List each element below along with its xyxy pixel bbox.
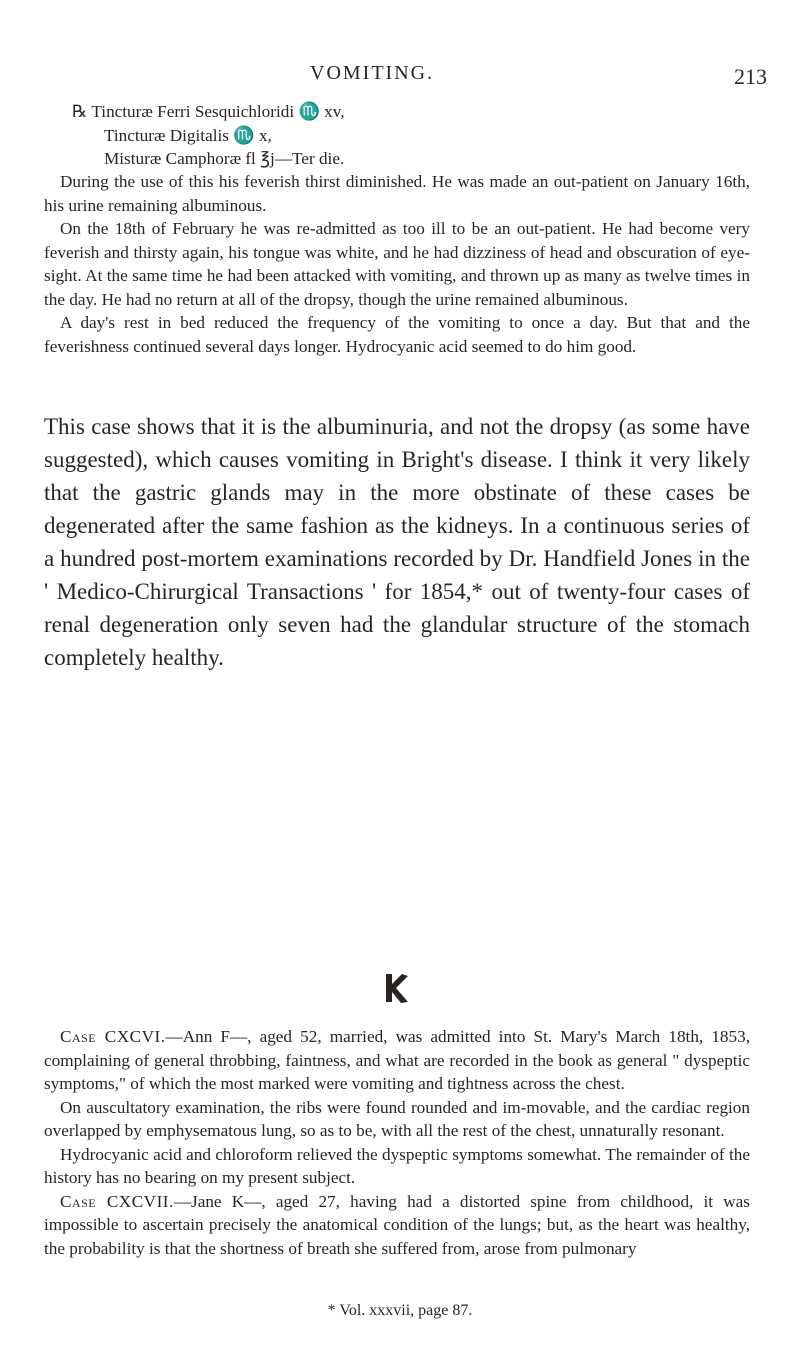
- paragraph: On the 18th of February he was re-admitted as too ill to be an out-patient. He had become very feverish and thirsty again, his tongue was white, and he had dizziness of head and obscuration of eye-sight. At the same time he had been attacked with vomiting, and thrown up as many as twelve times in the day. He had no return at all of the dropsy, though the urine remained albuminous.: [44, 219, 750, 309]
- prescription-line: Misturæ Camphoræ fl ℥j—Ter die.: [104, 149, 345, 168]
- ornament-mark-icon: [378, 970, 414, 1006]
- page-header: [0, 62, 800, 102]
- case-cxcvii-intro: [44, 1190, 750, 1261]
- case-reports: [44, 1025, 750, 1260]
- prescription-line: ℞ Tincturæ Ferri Sesquichloridi ♏ xv,: [72, 102, 345, 121]
- case-label: Case CXCVII.: [60, 1191, 174, 1211]
- prescription-block: [64, 100, 744, 171]
- paragraph: A day's rest in bed reduced the frequency of the vomiting to once a day. But that and the feverishness continued several days longer. Hydrocyanic acid seemed to do him good.: [44, 313, 750, 356]
- paragraph: During the use of this his feverish thirst diminished. He was made an out-patient on January 16th, his urine remaining albuminous.: [44, 172, 750, 215]
- case-text: —Ann F—, aged 52, married, was admitted into St. Mary's March 18th, 1853, complaining of general throbbing, faintness, and what are recorded in the book as general " dyspeptic symptoms," of which the most marked were vomiting and tightness across the chest.: [44, 1027, 750, 1093]
- prescription-line: Tincturæ Digitalis ♏ x,: [104, 125, 272, 145]
- page-number: 213: [734, 64, 767, 89]
- case-label: Case CXCVI.: [60, 1027, 166, 1046]
- paragraph: Hydrocyanic acid and chloroform relieved the dyspeptic symptoms somewhat. The remainder of the history has no bearing on my present subject.: [44, 1144, 750, 1187]
- case-text: —Jane K—, aged 27, having had a distorted spine from childhood, it was impossible to ascertain precisely the anatomical condition of the lungs; but, as the heart was healthy, the probability is that the shortness of breath she suffered from, arose from pulmonary: [44, 1191, 750, 1258]
- case-continuation: [44, 170, 750, 358]
- commentary-paragraph: This case shows that it is the albuminuria, and not the dropsy (as some have suggested), which causes vomiting in Bright's disease. I think it very likely that the gastric glands may in the more obstinate of these cases be degenerated after the same fashion as the kidneys. In a continuous series of a hundred post-mortem examinations recorded by Dr. Handfield Jones in the ' Medico-Chirurgical Transactions ' for 1854,* out of twenty-four cases of renal degeneration only seven had the glandular structure of the stomach completely healthy.: [44, 414, 750, 670]
- paragraph: On auscultatory examination, the ribs were found rounded and im-movable, and the cardiac region overlapped by emphysematous lung, so as to be, with all the rest of the chest, unnaturally resonant.: [44, 1097, 750, 1140]
- running-title: VOMITING.: [310, 62, 435, 84]
- commentary: [44, 410, 750, 674]
- case-cxcvi-intro: [44, 1025, 750, 1096]
- footnote: * Vol. xxxvii, page 87.: [327, 1302, 473, 1319]
